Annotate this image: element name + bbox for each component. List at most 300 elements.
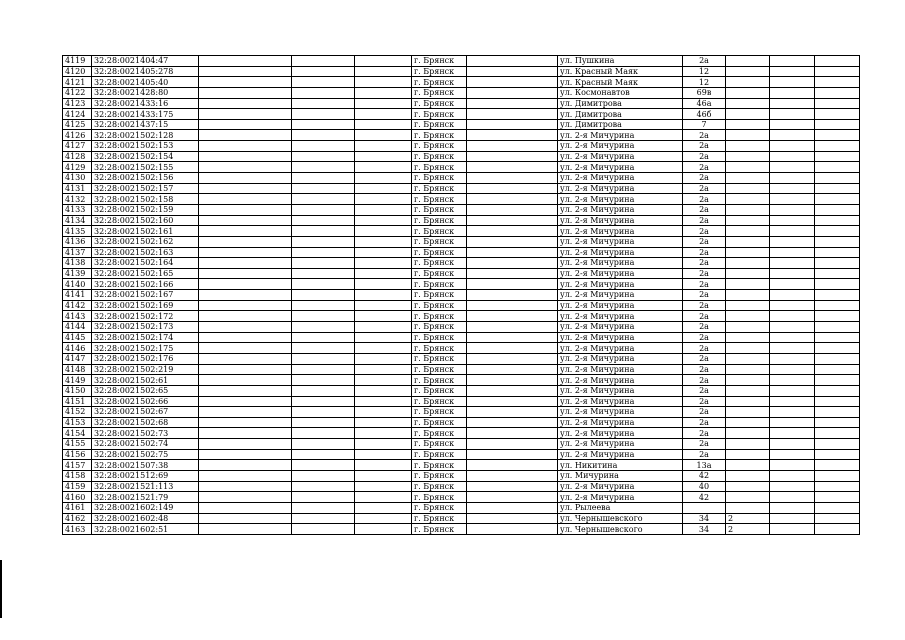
house-number-cell: 40 (683, 481, 726, 492)
empty-cell (467, 311, 558, 322)
empty-cell (292, 119, 355, 130)
row-number-cell: 4146 (63, 343, 92, 354)
empty-cell (292, 130, 355, 141)
empty-cell (199, 279, 292, 290)
table-row (63, 524, 860, 535)
city-cell: г. Брянск (412, 513, 467, 524)
city-cell: г. Брянск (412, 470, 467, 481)
cadastral-number-cell: 32:28:0021502:165 (92, 268, 199, 279)
empty-cell (467, 130, 558, 141)
cadastral-number-cell: 32:28:0021602:51 (92, 524, 199, 535)
empty-cell (770, 449, 815, 460)
table-row (63, 502, 860, 513)
cadastral-number-cell: 32:28:0021502:73 (92, 428, 199, 439)
empty-cell (292, 353, 355, 364)
building-cell (726, 290, 770, 301)
empty-cell (815, 322, 860, 333)
street-cell: ул. Димитрова (558, 109, 683, 120)
house-number-cell: 2а (683, 258, 726, 269)
house-number-cell: 69в (683, 87, 726, 98)
empty-cell (815, 173, 860, 184)
house-number-cell: 2а (683, 162, 726, 173)
building-cell (726, 375, 770, 386)
empty-cell (355, 353, 412, 364)
empty-cell (467, 98, 558, 109)
empty-cell (355, 204, 412, 215)
house-number-cell: 2а (683, 130, 726, 141)
empty-cell (355, 396, 412, 407)
street-cell: ул. Никитина (558, 460, 683, 471)
empty-cell (292, 151, 355, 162)
building-cell (726, 364, 770, 375)
city-cell: г. Брянск (412, 183, 467, 194)
building-cell (726, 77, 770, 88)
row-number-cell: 4137 (63, 247, 92, 258)
cadastral-number-cell: 32:28:0021502:219 (92, 364, 199, 375)
city-cell: г. Брянск (412, 417, 467, 428)
empty-cell (355, 236, 412, 247)
cadastral-number-cell: 32:28:0021521:113 (92, 481, 199, 492)
cadastral-number-cell: 32:28:0021404:47 (92, 56, 199, 67)
table-row (63, 513, 860, 524)
row-number-cell: 4142 (63, 300, 92, 311)
empty-cell (770, 375, 815, 386)
house-number-cell: 2а (683, 332, 726, 343)
empty-cell (770, 173, 815, 184)
empty-cell (199, 353, 292, 364)
empty-cell (355, 162, 412, 173)
table-row (63, 460, 860, 471)
empty-cell (770, 236, 815, 247)
city-cell: г. Брянск (412, 141, 467, 152)
row-number-cell: 4124 (63, 109, 92, 120)
empty-cell (199, 141, 292, 152)
building-cell (726, 247, 770, 258)
house-number-cell: 2а (683, 215, 726, 226)
building-cell (726, 226, 770, 237)
empty-cell (467, 173, 558, 184)
empty-cell (770, 396, 815, 407)
street-cell: ул. 2-я Мичурина (558, 151, 683, 162)
city-cell: г. Брянск (412, 66, 467, 77)
cadastral-number-cell: 32:28:0021521:79 (92, 492, 199, 503)
cadastral-number-cell: 32:28:0021502:159 (92, 204, 199, 215)
empty-cell (815, 87, 860, 98)
city-cell: г. Брянск (412, 396, 467, 407)
empty-cell (355, 98, 412, 109)
street-cell: ул. 2-я Мичурина (558, 236, 683, 247)
empty-cell (467, 492, 558, 503)
row-number-cell: 4122 (63, 87, 92, 98)
building-cell (726, 311, 770, 322)
street-cell: ул. Пушкина (558, 56, 683, 67)
table-row (63, 396, 860, 407)
building-cell (726, 428, 770, 439)
city-cell: г. Брянск (412, 364, 467, 375)
cadastral-number-cell: 32:28:0021502:153 (92, 141, 199, 152)
empty-cell (355, 375, 412, 386)
table-row (63, 87, 860, 98)
empty-cell (355, 226, 412, 237)
empty-cell (355, 385, 412, 396)
empty-cell (815, 524, 860, 535)
empty-cell (199, 130, 292, 141)
cadastral-number-cell: 32:28:0021502:68 (92, 417, 199, 428)
street-cell: ул. Мичурина (558, 470, 683, 481)
empty-cell (815, 417, 860, 428)
street-cell: ул. 2-я Мичурина (558, 396, 683, 407)
row-number-cell: 4161 (63, 502, 92, 513)
city-cell: г. Брянск (412, 449, 467, 460)
empty-cell (467, 385, 558, 396)
empty-cell (199, 204, 292, 215)
row-number-cell: 4121 (63, 77, 92, 88)
empty-cell (292, 502, 355, 513)
empty-cell (355, 77, 412, 88)
cadastral-number-cell: 32:28:0021405:40 (92, 77, 199, 88)
cadastral-number-cell: 32:28:0021502:161 (92, 226, 199, 237)
city-cell: г. Брянск (412, 439, 467, 450)
empty-cell (355, 141, 412, 152)
empty-cell (292, 77, 355, 88)
empty-cell (467, 87, 558, 98)
empty-cell (355, 513, 412, 524)
table-row (63, 375, 860, 386)
house-number-cell: 2а (683, 141, 726, 152)
empty-cell (292, 98, 355, 109)
empty-cell (199, 460, 292, 471)
margin-rule (0, 560, 2, 618)
table-row (63, 322, 860, 333)
empty-cell (292, 332, 355, 343)
building-cell (726, 130, 770, 141)
city-cell: г. Брянск (412, 279, 467, 290)
city-cell: г. Брянск (412, 162, 467, 173)
cadastral-number-cell: 32:28:0021502:65 (92, 385, 199, 396)
table-row (63, 385, 860, 396)
empty-cell (292, 204, 355, 215)
street-cell: ул. 2-я Мичурина (558, 162, 683, 173)
cadastral-number-cell: 32:28:0021502:61 (92, 375, 199, 386)
empty-cell (199, 343, 292, 354)
empty-cell (770, 407, 815, 418)
house-number-cell: 2а (683, 247, 726, 258)
table-row (63, 109, 860, 120)
empty-cell (355, 524, 412, 535)
empty-cell (815, 109, 860, 120)
empty-cell (770, 417, 815, 428)
house-number-cell: 2а (683, 364, 726, 375)
building-cell (726, 332, 770, 343)
row-number-cell: 4149 (63, 375, 92, 386)
empty-cell (815, 279, 860, 290)
building-cell (726, 449, 770, 460)
house-number-cell: 46б (683, 109, 726, 120)
empty-cell (355, 183, 412, 194)
city-cell: г. Брянск (412, 236, 467, 247)
table-row (63, 492, 860, 503)
street-cell: ул. 2-я Мичурина (558, 204, 683, 215)
empty-cell (199, 173, 292, 184)
house-number-cell: 2а (683, 375, 726, 386)
empty-cell (199, 332, 292, 343)
table-row (63, 226, 860, 237)
empty-cell (355, 119, 412, 130)
city-cell: г. Брянск (412, 407, 467, 418)
street-cell: ул. Рылеева (558, 502, 683, 513)
row-number-cell: 4125 (63, 119, 92, 130)
empty-cell (292, 311, 355, 322)
empty-cell (467, 141, 558, 152)
empty-cell (815, 290, 860, 301)
empty-cell (199, 236, 292, 247)
city-cell: г. Брянск (412, 268, 467, 279)
cadastral-number-cell: 32:28:0021502:162 (92, 236, 199, 247)
city-cell: г. Брянск (412, 375, 467, 386)
city-cell: г. Брянск (412, 492, 467, 503)
street-cell: ул. 2-я Мичурина (558, 492, 683, 503)
empty-cell (467, 77, 558, 88)
street-cell: ул. Красный Маяк (558, 77, 683, 88)
row-number-cell: 4132 (63, 194, 92, 205)
empty-cell (467, 375, 558, 386)
empty-cell (770, 56, 815, 67)
row-number-cell: 4160 (63, 492, 92, 503)
row-number-cell: 4148 (63, 364, 92, 375)
empty-cell (199, 439, 292, 450)
city-cell: г. Брянск (412, 428, 467, 439)
empty-cell (467, 364, 558, 375)
empty-cell (292, 236, 355, 247)
empty-cell (292, 162, 355, 173)
street-cell: ул. 2-я Мичурина (558, 173, 683, 184)
empty-cell (815, 407, 860, 418)
empty-cell (199, 290, 292, 301)
empty-cell (199, 375, 292, 386)
house-number-cell: 2а (683, 322, 726, 333)
empty-cell (355, 492, 412, 503)
empty-cell (770, 98, 815, 109)
empty-cell (199, 119, 292, 130)
empty-cell (199, 470, 292, 481)
table-row (63, 215, 860, 226)
city-cell: г. Брянск (412, 300, 467, 311)
house-number-cell: 42 (683, 492, 726, 503)
empty-cell (770, 194, 815, 205)
cadastral-number-cell: 32:28:0021502:164 (92, 258, 199, 269)
street-cell: ул. 2-я Мичурина (558, 375, 683, 386)
empty-cell (199, 300, 292, 311)
building-cell: 2 (726, 513, 770, 524)
street-cell: ул. 2-я Мичурина (558, 385, 683, 396)
empty-cell (355, 66, 412, 77)
building-cell (726, 300, 770, 311)
empty-cell (292, 524, 355, 535)
city-cell: г. Брянск (412, 56, 467, 67)
city-cell: г. Брянск (412, 247, 467, 258)
cadastral-number-cell: 32:28:0021502:176 (92, 353, 199, 364)
street-cell: ул. 2-я Мичурина (558, 407, 683, 418)
building-cell (726, 343, 770, 354)
empty-cell (815, 77, 860, 88)
street-cell: ул. 2-я Мичурина (558, 226, 683, 237)
building-cell (726, 141, 770, 152)
street-cell: ул. Красный Маяк (558, 66, 683, 77)
row-number-cell: 4120 (63, 66, 92, 77)
empty-cell (292, 449, 355, 460)
empty-cell (292, 460, 355, 471)
table-row (63, 204, 860, 215)
building-cell (726, 385, 770, 396)
house-number-cell: 7 (683, 119, 726, 130)
empty-cell (467, 151, 558, 162)
empty-cell (770, 439, 815, 450)
empty-cell (770, 481, 815, 492)
house-number-cell: 2а (683, 268, 726, 279)
street-cell: ул. 2-я Мичурина (558, 279, 683, 290)
cadastral-number-cell: 32:28:0021512:69 (92, 470, 199, 481)
city-cell: г. Брянск (412, 77, 467, 88)
empty-cell (199, 162, 292, 173)
empty-cell (815, 513, 860, 524)
building-cell (726, 481, 770, 492)
empty-cell (815, 332, 860, 343)
row-number-cell: 4157 (63, 460, 92, 471)
empty-cell (199, 183, 292, 194)
empty-cell (292, 56, 355, 67)
building-cell (726, 204, 770, 215)
empty-cell (355, 173, 412, 184)
empty-cell (292, 226, 355, 237)
street-cell: ул. 2-я Мичурина (558, 343, 683, 354)
empty-cell (467, 300, 558, 311)
empty-cell (467, 215, 558, 226)
street-cell: ул. 2-я Мичурина (558, 311, 683, 322)
empty-cell (467, 353, 558, 364)
table-row (63, 449, 860, 460)
cadastral-number-cell: 32:28:0021502:158 (92, 194, 199, 205)
empty-cell (292, 396, 355, 407)
house-number-cell: 2а (683, 428, 726, 439)
building-cell (726, 119, 770, 130)
cadastral-number-cell: 32:28:0021428:80 (92, 87, 199, 98)
row-number-cell: 4134 (63, 215, 92, 226)
empty-cell (815, 343, 860, 354)
city-cell: г. Брянск (412, 385, 467, 396)
city-cell: г. Брянск (412, 204, 467, 215)
empty-cell (199, 56, 292, 67)
table-row (63, 300, 860, 311)
house-number-cell: 2а (683, 279, 726, 290)
table-row (63, 311, 860, 322)
row-number-cell: 4129 (63, 162, 92, 173)
empty-cell (770, 385, 815, 396)
table-row (63, 343, 860, 354)
house-number-cell: 2а (683, 173, 726, 184)
building-cell (726, 162, 770, 173)
house-number-cell: 2а (683, 183, 726, 194)
cadastral-number-cell: 32:28:0021437:15 (92, 119, 199, 130)
cadastral-number-cell: 32:28:0021502:174 (92, 332, 199, 343)
empty-cell (467, 332, 558, 343)
row-number-cell: 4126 (63, 130, 92, 141)
row-number-cell: 4145 (63, 332, 92, 343)
city-cell: г. Брянск (412, 332, 467, 343)
table-row (63, 173, 860, 184)
empty-cell (815, 162, 860, 173)
empty-cell (199, 524, 292, 535)
house-number-cell: 2а (683, 151, 726, 162)
cadastral-number-cell: 32:28:0021502:128 (92, 130, 199, 141)
table-row (63, 130, 860, 141)
city-cell: г. Брянск (412, 173, 467, 184)
empty-cell (355, 268, 412, 279)
street-cell: ул. 2-я Мичурина (558, 268, 683, 279)
empty-cell (355, 428, 412, 439)
house-number-cell: 2а (683, 417, 726, 428)
empty-cell (199, 226, 292, 237)
row-number-cell: 4131 (63, 183, 92, 194)
empty-cell (815, 183, 860, 194)
empty-cell (292, 375, 355, 386)
empty-cell (770, 268, 815, 279)
empty-cell (355, 449, 412, 460)
row-number-cell: 4123 (63, 98, 92, 109)
empty-cell (355, 56, 412, 67)
table-row (63, 183, 860, 194)
city-cell: г. Брянск (412, 481, 467, 492)
street-cell: ул. 2-я Мичурина (558, 130, 683, 141)
empty-cell (199, 322, 292, 333)
empty-cell (770, 215, 815, 226)
house-number-cell: 2а (683, 396, 726, 407)
empty-cell (292, 470, 355, 481)
empty-cell (815, 119, 860, 130)
building-cell (726, 56, 770, 67)
table-row (63, 258, 860, 269)
empty-cell (467, 428, 558, 439)
empty-cell (770, 141, 815, 152)
empty-cell (815, 375, 860, 386)
empty-cell (467, 513, 558, 524)
cadastral-number-cell: 32:28:0021433:16 (92, 98, 199, 109)
house-number-cell: 42 (683, 470, 726, 481)
house-number-cell: 2а (683, 385, 726, 396)
city-cell: г. Брянск (412, 290, 467, 301)
house-number-cell: 13а (683, 460, 726, 471)
empty-cell (815, 204, 860, 215)
building-cell (726, 268, 770, 279)
street-cell: ул. 2-я Мичурина (558, 194, 683, 205)
empty-cell (292, 290, 355, 301)
empty-cell (292, 492, 355, 503)
empty-cell (467, 417, 558, 428)
empty-cell (467, 322, 558, 333)
empty-cell (467, 236, 558, 247)
cadastral-number-cell: 32:28:0021502:157 (92, 183, 199, 194)
empty-cell (815, 226, 860, 237)
street-cell: ул. 2-я Мичурина (558, 141, 683, 152)
street-cell: ул. 2-я Мичурина (558, 417, 683, 428)
street-cell: ул. 2-я Мичурина (558, 481, 683, 492)
empty-cell (770, 130, 815, 141)
empty-cell (292, 407, 355, 418)
empty-cell (355, 322, 412, 333)
table-row (63, 290, 860, 301)
empty-cell (815, 258, 860, 269)
city-cell: г. Брянск (412, 130, 467, 141)
empty-cell (199, 396, 292, 407)
